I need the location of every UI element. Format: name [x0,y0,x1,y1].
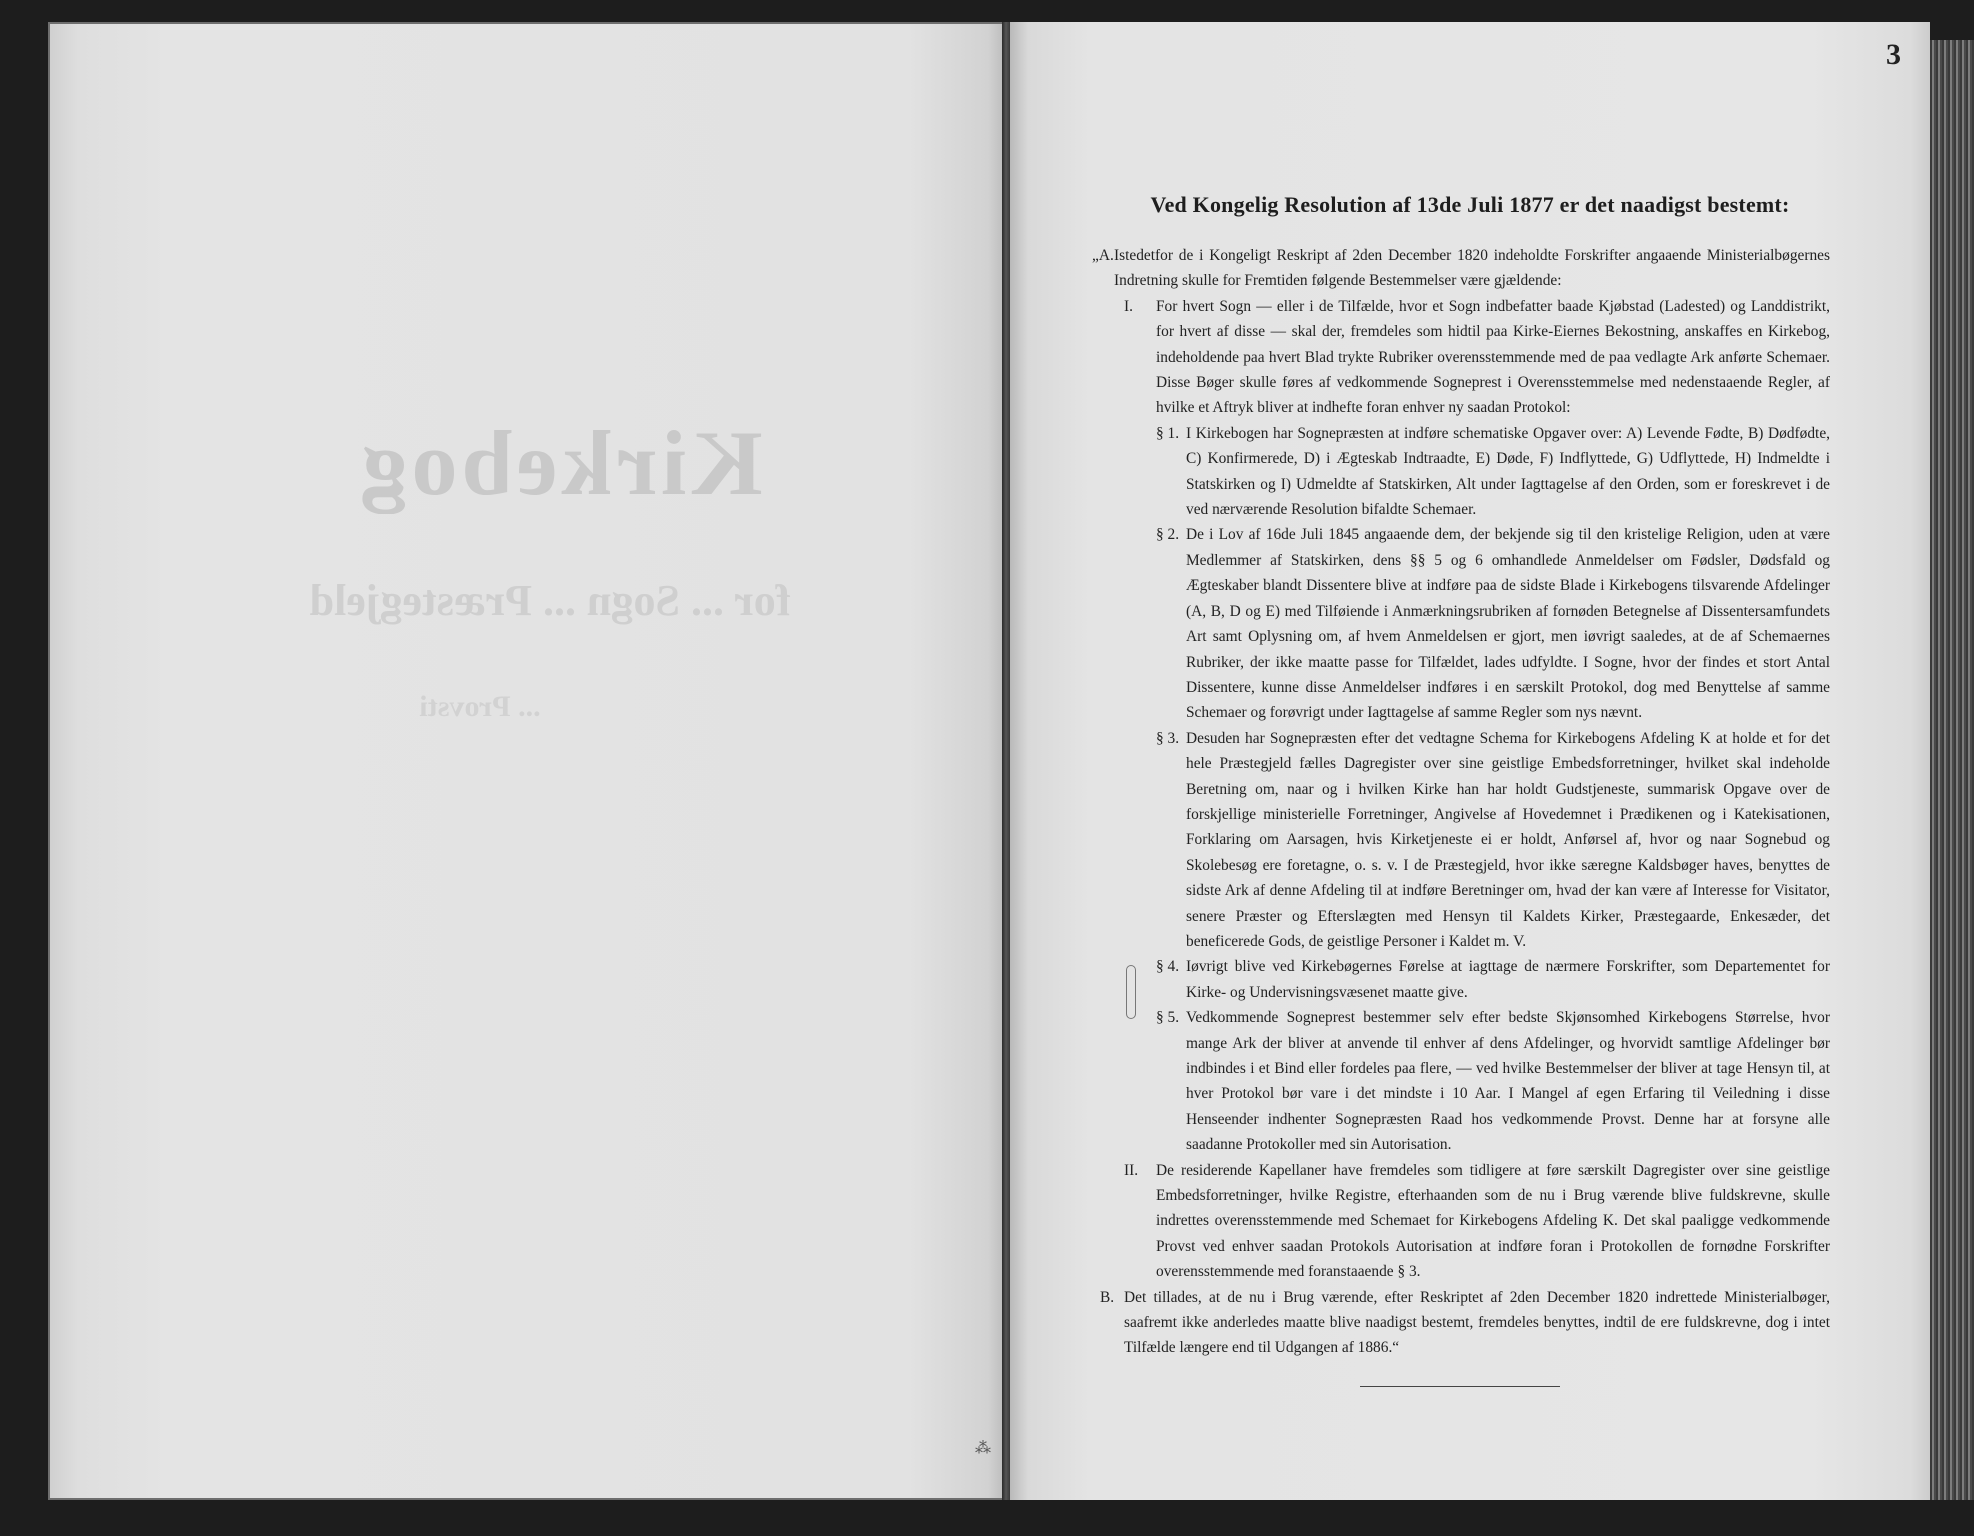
paragraph-label: B. [1100,1288,1115,1306]
paragraph-label: II. [1124,1161,1139,1179]
page-heading: Ved Kongelig Resolution af 13de Juli 1877 er det naadigst bestemt: [1150,192,1790,217]
paragraph-text: Iøvrigt blive ved Kirkebøgernes Førelse at iagttage de nærmere Forskrifter, som Departementet for Kirke- og Undervisningsvæsenet maatte give. [1186,958,1830,1001]
show-through-line3: ... Provsti [419,690,541,723]
paragraph-text: Desuden har Sognepræsten efter det vedtagne Schema for Kirkebogens Afdeling K at holde et for det hele Præstegjeld fælles Dagregister over sine geistlige Embedsforretninger, hvilket skal indeholde Beretning om, naar og i hvilken Kirke han har holdt Gudstjeneste, summarisk Opgave over de forskjellige ministerielle Forretninger, Angivelse af Hovedemnet i Prædikenen og i Katekisationen, Forklaring om Aarsagen, hvis Kirketjeneste ei er holdt, Anførsel af, hvor og naar Sognebud og Skolebesøg ere foretagne, o. s. v. I de Præstegjeld, hvor ikke særegne Kaldsbøger haves, benyttes de sidste Ark af denne Afdeling til at indføre Beretninger om, hvad der kan være af Interesse for Visitator, senere Præster og Efterslægten med Hensyn til Kaldets Kirker, Præstegaarde, Enkesæder, det beneficerede Gods, de geistlige Personer i Kaldet m. V. [1186,729,1830,950]
paragraph-label: § 1. [1156,424,1180,442]
paragraph-text: De i Lov af 16de Juli 1845 angaaende dem, der bekjende sig til den kristelige Religion, uden at være Medlemmer af Statskirken, dens §§ 5 og 6 omhandlede Anmeldelser om Fødsler, Dødsfald og Ægteskaber blandt Dissentere blive at indføre paa de sidste Blade i Kirkebogens tilsvarende Afdelinger (A, B, D og E) med Tilføiende i Anmærkningsrubriken af fornøden Betegnelse af Dissentersamfundets Art samt Oplysning om, af hvem Anmeldelsen er gjort, men iøvrigt saaledes, at de af Schemaernes Rubriker, der ikke maatte passe for Tilfældet, lades udfyldte. I Sogne, hvor der findes et stort Antal Dissentere, kunne disse Anmeldelser indføres i en særskilt Protokol, dog med Benyttelse af samme Schemaer og forøvrigt under Iagttagelse af samme Regler som nys nævnt. [1186,526,1830,722]
show-through-line2: for ... Sogn ... Præstegjeld [309,576,791,625]
paragraph-label: § 4. [1156,958,1180,976]
paragraph-b [1100,1285,1830,1361]
paragraph-text: Istedetfor de i Kongeligt Reskript af 2den December 1820 indeholdte Forskrifter angaaende Ministerialbøgernes Indretning skulle for Fremtiden følgende Bestemmelser være gjældende: [1114,247,1830,290]
resolution-text [1092,243,1830,1361]
section-3 [1100,726,1830,955]
section-4 [1100,954,1830,1005]
section-1 [1100,421,1830,523]
paragraph-i [1100,294,1830,421]
section-2 [1100,522,1830,725]
paragraph-label: „A. [1092,247,1114,264]
page-number: 3 [1886,38,1901,71]
paragraph-text: For hvert Sogn — eller i de Tilfælde, hvor et Sogn indbefatter baade Kjøbstad (Ladested) og Landdistrikt, for hvert af disse — skal der, fremdeles som hidtil paa Kirke-Eiernes Bekostning, anskaffes en Kirkebog, indeholdende paa hvert Blad trykte Rubriker overensstemmende med de paa vedlagte Ark anførte Schemaer. Disse Bøger skulle føres af vedkommende Sogneprest i Overensstemmelse med nedenstaaende Regler, af hvilke et Aftryk bliver at indhefte foran enhver ny saadan Protokol: [1156,297,1830,417]
paragraph-text: I Kirkebogen har Sognepræsten at indføre schematiske Opgaver over: A) Levende Fødte, B) Dødfødte, C) Konfirmerede, D) i Ægteskab Indtraadte, E) Døde, F) Indflyttede, G) Udflyttede, H) Indmeldte i Statskirken og I) Udmeldte af Statskirken, Alt under Iagttagelse af den Orden, som er foreskrevet i de ved nærværende Resolution bifaldte Schemaer. [1186,424,1830,519]
paragraph-text: Det tillades, at de nu i Brug værende, efter Reskriptet af 2den December 1820 indrettede Ministerialbøger, saafremt ikke anderledes maatte blive naadigst bestemt, fremdeles benyttes, indtil de ere fuldskrevne, dog i intet Tilfælde længere end til Udgangen af 1886.“ [1124,1288,1830,1357]
paragraph-label: § 2. [1156,526,1180,544]
paragraph-label: § 3. [1156,729,1180,747]
paragraph-text: Vedkommende Sogneprest bestemmer selv efter bedste Skjønsomhed Kirkebogens Størrelse, hvor mange Ark der bliver at anvende til enhver af dens Afdelinger, og hvorvidt samtlige Afdelinger bør indbindes i et Bind eller fordeles paa flere, — ved hvilke Bestemmelser der bliver at tage Hensyn til, at hver Protokol bør vare i det mindste i 10 Aar. I Mangel af egen Erfaring til Veiledning i disse Henseender indhenter Sognepræsten Raad hos vedkommende Provst. Denne har at forsyne alle saadanne Protokoller med sin Autorisation. [1186,1009,1830,1154]
left-page [48,22,1004,1500]
show-through-title: Kirkebog [357,412,763,514]
page-edges [1930,40,1974,1500]
section-5 [1100,1005,1830,1157]
paragraph-label: § 5. [1156,1009,1180,1027]
paragraph-text: De residerende Kapellaner have fremdeles som tidligere at føre særskilt Dagregister over sine geistlige Embedsforretninger, hvilke Registre, efterhaanden som de nu i Brug værende blive fuldskrevne, skulle indrettes overensstemmende med Schemaet for Kirkebogens Afdeling K. Det skal paaligge vedkommende Provst ved enhver saadan Protokols Autorisation at indføre foran i Protokollen de fornødne Forskrifter overensstemmende med foranstaaende § 3. [1156,1161,1830,1281]
binding-mark: ⁂ [975,1440,993,1457]
paragraph-a [1092,243,1830,294]
closing-rule [1360,1386,1560,1387]
paragraph-label: I. [1124,297,1133,315]
paragraph-ii [1100,1158,1830,1285]
